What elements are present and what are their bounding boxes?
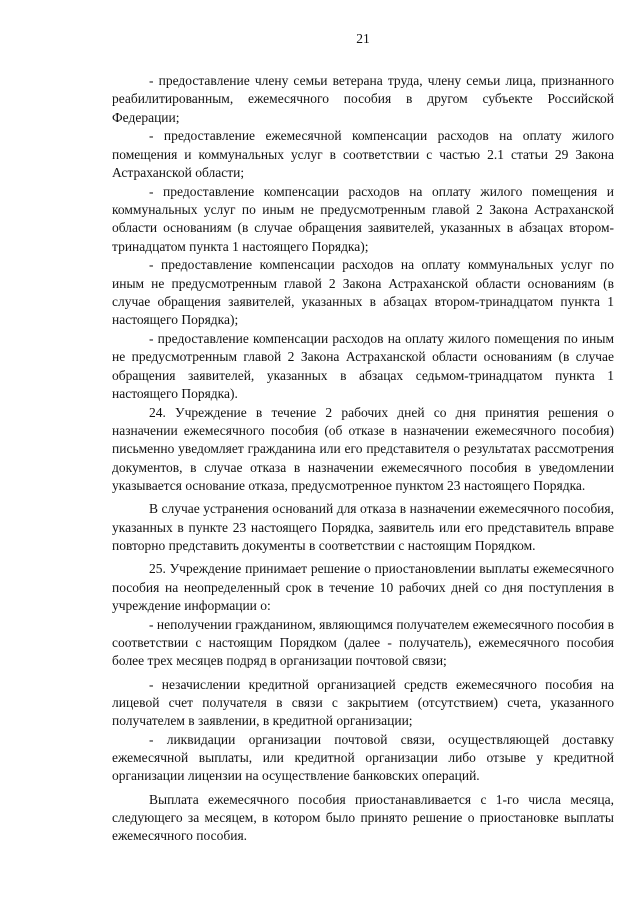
paragraph-non-receipt: - неполучении гражданином, являющимся получателем ежемесячного пособия в соответствии с настоящим Порядком (далее - получатель), ежемесячного пособия более трех месяцев подряд в организации почтовой связи; xyxy=(112,616,614,669)
paragraph-utilities-compensation: - предоставление компенсации расходов на оплату коммунальных услуг по иным не предусмотренным главой 2 Закона Астраханской области основаниям (в случае обращения заявителей, указанных в абзацах втором-тринадцатом пункта 1 настоящего Порядка); xyxy=(112,257,614,328)
document-page xyxy=(112,30,614,846)
page-number: 21 xyxy=(356,31,370,46)
paragraph-item-25: 25. Учреждение принимает решение о приостановлении выплаты ежемесячного пособия на неопределенный срок в течение 10 рабочих дней со дня поступления в учреждение информации о: xyxy=(112,561,614,613)
paragraph-housing-utilities-compensation: - предоставление компенсации расходов на оплату жилого помещения и коммунальных услуг по иным не предусмотренным главой 2 Закона Астраханской области основаниям (в случае обращения заявителей, указанных в абзацах втором-тринадцатом пункта 1 настоящего Порядка); xyxy=(112,183,614,254)
paragraph-monthly-compensation: - предоставление ежемесячной компенсации расходов на оплату жилого помещения и коммунальных услуг в соответствии с частью 2.1 статьи 29 Закона Астраханской области; xyxy=(112,128,614,180)
paragraph-item-24: 24. Учреждение в течение 2 рабочих дней со дня принятия решения о назначении ежемесячного пособия (об отказе в назначении ежемесячного пособия) письменно уведомляет гражданина или его представителя о результатах рассмотрения документов, в случае отказа в назначении ежемесячного пособия в уведомлении указывается основание отказа, предусмотренное пунктом 23 настоящего Порядка. xyxy=(112,404,614,494)
paragraph-resubmission: В случае устранения оснований для отказа в назначении ежемесячного пособия, указанных в пункте 23 настоящего Порядка, заявитель или его представитель вправе повторно представить документы в соответствии с настоящим Порядком. xyxy=(112,501,614,553)
paragraph-housing-compensation: - предоставление компенсации расходов на оплату жилого помещения по иным не предусмотренным главой 2 Закона Астраханской области основаниям (в случае обращения заявителей, указанных в абзацах седьмом-тринадцатом пункта 1 настоящего Порядка). xyxy=(112,331,614,402)
paragraph-benefit-other-region: - предоставление члену семьи ветерана труда, члену семьи лица, признанного реабилитированным, ежемесячного пособия в другом субъекте Российской Федерации; xyxy=(112,73,614,125)
paragraph-liquidation: - ликвидации организации почтовой связи, осуществляющей доставку ежемесячной выплаты, или кредитной организации либо отзыве у кредитной организации лицензии на осуществление банковских операций. xyxy=(112,731,614,784)
paragraph-non-crediting: - незачислении кредитной организацией средств ежемесячного пособия на лицевой счет получателя в связи с закрытием (отсутствием) счета, указанного получателем в заявлении, в кредитной организации; xyxy=(112,676,614,729)
paragraph-suspension: Выплата ежемесячного пособия приостанавливается с 1-го числа месяца, следующего за месяцем, в котором было принято решение о приостановке выплаты ежемесячного пособия. xyxy=(112,791,614,844)
